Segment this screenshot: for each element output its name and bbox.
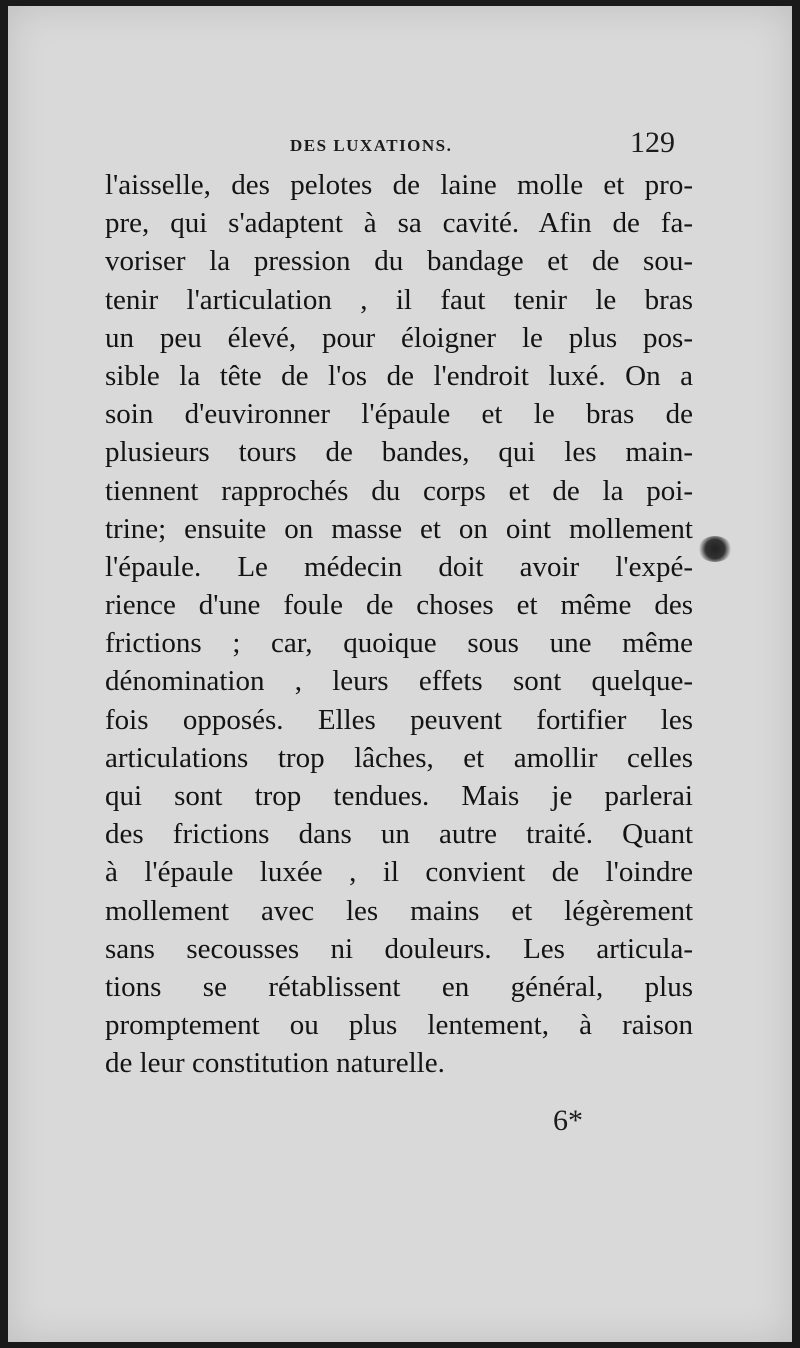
text-line: sans secousses ni douleurs. Les articula- xyxy=(105,932,693,965)
text-line: tenir l'articulation , il faut tenir le bras xyxy=(105,283,693,316)
text-line: pre, qui s'adaptent à sa cavité. Afin de fa- xyxy=(105,207,693,240)
running-head: DES LUXATIONS. xyxy=(290,136,453,155)
body-text xyxy=(105,166,693,1083)
text-line: voriser la pression du bandage et de sou- xyxy=(105,245,693,278)
text-line: des frictions dans un autre traité. Quant xyxy=(105,818,693,851)
text-line: dénomination , leurs effets sont quelque- xyxy=(105,665,693,698)
text-line: tiennent rapprochés du corps et de la poi- xyxy=(105,474,693,507)
text-line: qui sont trop tendues. Mais je parlerai xyxy=(105,780,693,812)
text-line: soin d'euvironner l'épaule et le bras de xyxy=(105,398,693,431)
signature-mark: 6* xyxy=(553,1104,583,1137)
text-line: l'épaule. Le médecin doit avoir l'expé- xyxy=(105,550,693,583)
text-line: sible la tête de l'os de l'endroit luxé. On a xyxy=(105,359,693,392)
text-line: l'aisselle, des pelotes de laine molle et pro- xyxy=(105,169,693,201)
text-line: plusieurs tours de bandes, qui les main- xyxy=(105,436,693,469)
text-line: de leur constitution naturelle. xyxy=(105,1047,445,1080)
ink-spot xyxy=(698,536,732,562)
book-page xyxy=(8,6,792,1342)
text-line: frictions ; car, quoique sous une même xyxy=(105,627,693,660)
page-number: 129 xyxy=(630,126,675,159)
text-line: trine; ensuite on masse et on oint mollement xyxy=(105,512,693,545)
text-line: fois opposés. Elles peuvent fortifier les xyxy=(105,703,693,736)
text-line: promptement ou plus lentement, à raison xyxy=(105,1009,693,1042)
text-line: articulations trop lâches, et amollir celles xyxy=(105,741,693,774)
text-line: rience d'une foule de choses et même des xyxy=(105,589,693,622)
text-line: un peu élevé, pour éloigner le plus pos- xyxy=(105,321,693,354)
text-line: mollement avec les mains et légèrement xyxy=(105,894,693,927)
text-line: à l'épaule luxée , il convient de l'oindre xyxy=(105,856,693,889)
text-line: tions se rétablissent en général, plus xyxy=(105,970,693,1003)
